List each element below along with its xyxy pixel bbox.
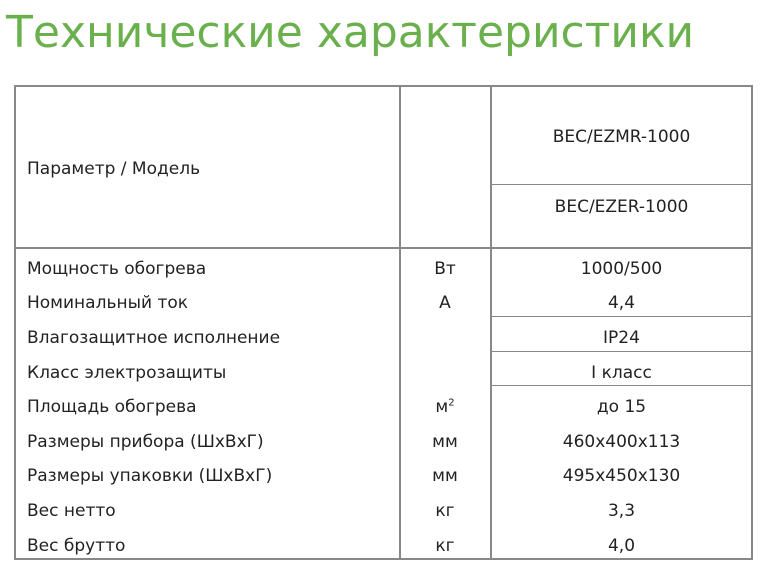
unit-base: м [435, 397, 449, 417]
row-param: Мощность обогрева [27, 259, 207, 279]
row-divider [490, 351, 751, 352]
row-param: Размеры прибора (ШхВхГ) [27, 432, 264, 452]
unit-superscript: 2 [448, 397, 455, 409]
row-divider [490, 385, 751, 386]
row-value: I класс [591, 363, 652, 383]
header-bottom-border [16, 247, 751, 249]
row-param: Вес нетто [27, 501, 116, 521]
row-param: Размеры упаковки (ШхВхГ) [27, 466, 273, 486]
row-param: Влагозащитное исполнение [27, 328, 281, 348]
row-value: до 15 [596, 397, 647, 417]
page-title: Технические характеристики [6, 7, 695, 58]
header-model-divider [490, 184, 751, 185]
column-divider [399, 87, 401, 558]
row-unit: мм [432, 466, 458, 486]
row-value: 495x450x130 [562, 466, 681, 486]
row-unit: мм [432, 432, 458, 452]
header-param-label: Параметр / Модель [27, 159, 201, 179]
row-unit: А [439, 293, 451, 313]
row-param: Вес брутто [27, 536, 126, 556]
row-param: Номинальный ток [27, 293, 189, 313]
row-value: 460x400x113 [562, 432, 681, 452]
row-value: 1000/500 [580, 259, 663, 279]
header-model-1: BEC/EZMR-1000 [552, 127, 691, 147]
row-param: Класс электрозащиты [27, 363, 227, 383]
row-unit [400, 397, 490, 417]
row-value: IP24 [603, 328, 640, 348]
row-value: 4,4 [607, 293, 636, 313]
column-divider [490, 87, 492, 558]
row-unit: Вт [434, 259, 456, 279]
spec-table [14, 85, 753, 560]
row-value: 4,0 [607, 536, 636, 556]
header-model-2: BEC/EZER-1000 [554, 197, 689, 217]
row-divider [490, 316, 751, 317]
row-unit: кг [435, 501, 455, 521]
row-value: 3,3 [607, 501, 636, 521]
row-unit: кг [435, 536, 455, 556]
row-param: Площадь обогрева [27, 397, 197, 417]
